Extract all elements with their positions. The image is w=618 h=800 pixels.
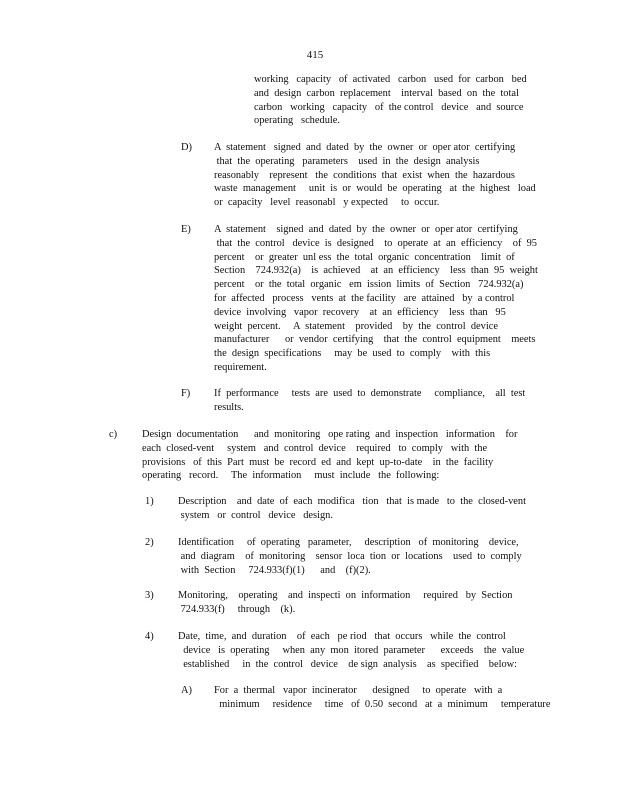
- subitem-2-text: [178, 536, 522, 577]
- paragraph-line: device is operating when any mon itored parameter exceeds the value: [178, 644, 525, 656]
- paragraph-line: percent or the total organic em ission limits of Section 724.932(a): [214, 279, 524, 291]
- paragraph-line: operating record. The information must include the following:: [142, 470, 440, 482]
- paragraph-line: provisions of this Part must be record ed and kept up-to-date in the facility: [142, 456, 494, 468]
- item-label-f: F): [181, 388, 191, 399]
- paragraph-line: for affected process vents at the facility are attained by a control: [214, 292, 515, 304]
- subitem-label-1: 1): [145, 496, 154, 507]
- paragraph-line: A statement signed and dated by the owner or oper ator certifying: [214, 224, 518, 235]
- paragraph-line: minimum residence time of 0.50 second at a minimum temperature: [214, 698, 551, 710]
- item-d-text: [214, 141, 536, 210]
- intro-continuation: [254, 73, 527, 128]
- paragraph-line: A statement signed and dated by the owner or oper ator certifying: [214, 142, 516, 153]
- paragraph-line: the design specifications may be used to comply with this: [214, 348, 491, 360]
- paragraph-line: system or control device design.: [178, 509, 333, 521]
- paragraph-line: For a thermal vapor incinerator designed to operate with a: [214, 685, 503, 696]
- paragraph-line: requirement.: [214, 361, 267, 373]
- item-e-text: [214, 223, 538, 375]
- paragraph-line: with Section 724.933(f)(1) and (f)(2).: [178, 564, 371, 576]
- paragraph-line: and design carbon replacement interval based on the total: [254, 87, 519, 99]
- page-number: 415: [306, 49, 324, 61]
- subitem-label-2: 2): [145, 537, 154, 548]
- paragraph-line: device involving vapor recovery at an efficiency less than 95: [214, 306, 506, 318]
- paragraph-line: results.: [214, 401, 244, 413]
- paragraph-line: carbon working capacity of the control device and source: [254, 101, 524, 113]
- paragraph-line: If performance tests are used to demonstrate compliance, all test: [214, 388, 526, 399]
- paragraph-line: Date, time, and duration of each pe riod that occurs while the control: [178, 631, 506, 642]
- paragraph-line: Monitoring, operating and inspecti on information required by Section: [178, 590, 513, 601]
- section-label-c: c): [109, 429, 118, 440]
- paragraph-line: weight percent. A statement provided by the control device: [214, 320, 498, 332]
- paragraph-line: established in the control device de sign analysis as specified below:: [178, 658, 518, 670]
- paragraph-line: that the operating parameters used in the design analysis: [214, 155, 480, 167]
- item-label-d: D): [181, 142, 192, 153]
- section-c-text: [142, 428, 517, 483]
- subitem-label-3: 3): [145, 590, 154, 601]
- item-label-a: A): [181, 685, 192, 696]
- paragraph-line: reasonably represent the conditions that exist when the hazardous: [214, 169, 515, 181]
- paragraph-line: Identification of operating parameter, description of monitoring device,: [178, 537, 519, 548]
- paragraph-line: Section 724.932(a) is achieved at an efficiency less than 95 weight: [214, 265, 538, 277]
- item-f-text: [214, 387, 525, 415]
- paragraph-line: percent or greater unl ess the total organic concentration limit of: [214, 251, 515, 263]
- item-label-e: E): [181, 224, 191, 235]
- paragraph-line: Design documentation and monitoring ope rating and inspection information for: [142, 429, 518, 440]
- subitem-label-4: 4): [145, 631, 154, 642]
- paragraph-line: manufacturer or vendor certifying that the control equipment meets: [214, 334, 536, 346]
- paragraph-line: Description and date of each modifica tion that is made to the closed-vent: [178, 496, 526, 507]
- item-a-text: [214, 684, 550, 712]
- paragraph-line: waste management unit is or would be operating at the highest load: [214, 183, 536, 195]
- subitem-1-text: [178, 495, 526, 523]
- paragraph-line: and diagram of monitoring sensor loca tion or locations used to comply: [178, 550, 522, 562]
- subitem-4-text: [178, 630, 524, 671]
- paragraph-line: operating schedule.: [254, 115, 340, 127]
- paragraph-line: 724.933(f) through (k).: [178, 603, 296, 615]
- paragraph-line: that the control device is designed to operate at an efficiency of 95: [214, 237, 537, 249]
- paragraph-line: or capacity level reasonabl y expected to occur.: [214, 197, 440, 209]
- paragraph-line: working capacity of activated carbon used for carbon bed: [254, 74, 527, 85]
- paragraph-line: each closed-vent system and control device required to comply with the: [142, 442, 488, 454]
- subitem-3-text: [178, 589, 512, 617]
